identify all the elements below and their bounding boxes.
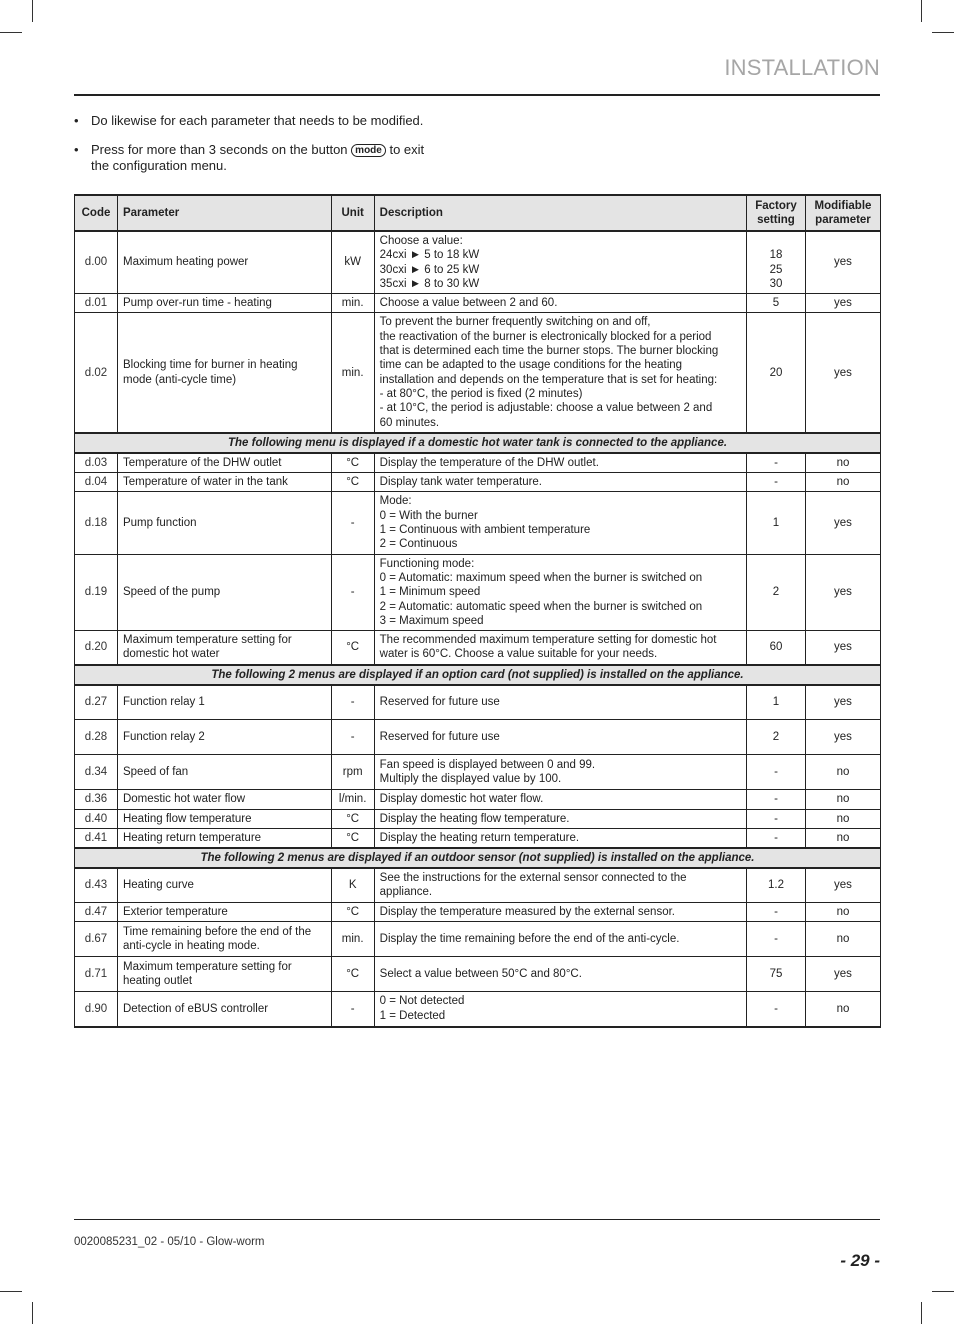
param-unit: -	[331, 992, 374, 1027]
page-number: - 29 -	[840, 1251, 880, 1270]
table-row	[75, 992, 881, 1027]
param-description-line: 1 = Minimum speed	[379, 586, 481, 599]
page-section-title: INSTALLATION	[724, 55, 880, 80]
table-row	[75, 554, 881, 630]
param-description-line: Choose a value:	[379, 235, 463, 247]
crop-mark	[32, 0, 33, 22]
param-code: d.27	[75, 685, 118, 720]
param-description	[374, 868, 746, 902]
param-name: Blocking time for burner in heating mode (anti-cycle time)	[117, 313, 331, 433]
factory-setting	[747, 492, 806, 554]
param-description-line: Display the heating flow temperature.	[379, 812, 570, 825]
modifiable-flag: no	[805, 922, 880, 957]
param-unit: °C	[331, 809, 374, 828]
param-description-line: 1 = Detected	[379, 1009, 446, 1022]
param-code: d.41	[75, 828, 118, 848]
table-section-row	[75, 665, 881, 685]
param-description-line: 0 = Automatic: maximum speed when the burner is switched on	[379, 571, 703, 584]
param-description-line: time can be adapted to the usage conditions for the heating	[379, 359, 683, 372]
param-code: d.19	[75, 554, 118, 630]
param-unit: min.	[331, 294, 374, 313]
param-unit: °C	[331, 902, 374, 921]
header-parameter: Parameter	[117, 195, 331, 231]
table-row	[75, 828, 881, 848]
param-description	[374, 631, 746, 665]
table-row	[75, 809, 881, 828]
param-unit: °C	[331, 828, 374, 848]
modifiable-flag: yes	[805, 631, 880, 665]
modifiable-flag: yes	[805, 231, 880, 294]
param-unit: l/min.	[331, 790, 374, 809]
param-unit: °C	[331, 957, 374, 992]
param-description-line: The recommended maximum temperature setting for domestic hot	[379, 634, 717, 647]
factory-setting	[747, 685, 806, 720]
param-name: Exterior temperature	[117, 902, 331, 921]
section-note: The following menu is displayed if a domestic hot water tank is connected to the appliance.	[75, 433, 881, 453]
table-row	[75, 755, 881, 790]
param-name: Function relay 2	[117, 720, 331, 755]
header-factory-setting: Factory setting	[747, 195, 806, 231]
param-name: Speed of the pump	[117, 554, 331, 630]
param-code: d.04	[75, 473, 118, 492]
param-description	[374, 790, 746, 809]
param-description-line: 0 = With the burner	[379, 509, 478, 522]
param-name: Function relay 1	[117, 685, 331, 720]
section-note: The following 2 menus are displayed if an outdoor sensor (not supplied) is installed on the appliance.	[75, 848, 881, 868]
param-code: d.47	[75, 902, 118, 921]
table-row	[75, 922, 881, 957]
param-unit: °C	[331, 473, 374, 492]
modifiable-flag: no	[805, 790, 880, 809]
param-description-line: 2 = Continuous	[379, 538, 458, 551]
param-description-line: 24cxi ► 5 to 18 kW	[379, 249, 480, 262]
factory-setting-line: 1	[772, 516, 780, 529]
param-code: d.71	[75, 957, 118, 992]
table-row	[75, 294, 881, 313]
param-description-line: Reserved for future use	[379, 696, 500, 709]
instruction-item	[74, 113, 494, 129]
param-name: Maximum heating power	[117, 231, 331, 294]
param-name: Heating curve	[117, 868, 331, 902]
param-name: Domestic hot water flow	[117, 790, 331, 809]
modifiable-flag: yes	[805, 294, 880, 313]
factory-setting-line: 5	[772, 297, 780, 310]
param-name: Pump over-run time - heating	[117, 294, 331, 313]
param-description-line: 30cxi ► 6 to 25 kW	[379, 263, 480, 276]
param-description-line: Display the heating return temperature.	[379, 831, 580, 844]
param-name: Maximum temperature setting for heating outlet	[117, 957, 331, 992]
param-description-line: 3 = Maximum speed	[379, 614, 484, 627]
bullet-dot: •	[74, 113, 79, 128]
param-unit: -	[331, 492, 374, 554]
param-description	[374, 755, 746, 790]
param-unit: -	[331, 685, 374, 720]
factory-setting-line: 2	[772, 731, 780, 744]
factory-setting-line: -	[774, 905, 778, 918]
header-divider	[74, 94, 880, 96]
param-unit: min.	[331, 313, 374, 433]
param-unit: K	[331, 868, 374, 902]
factory-setting-line: 20	[769, 366, 783, 379]
param-code: d.18	[75, 492, 118, 554]
param-description-line: Display the temperature measured by the external sensor.	[379, 905, 675, 918]
crop-mark	[932, 1291, 954, 1292]
param-description	[374, 473, 746, 492]
table-row	[75, 492, 881, 554]
factory-setting-line: -	[774, 793, 778, 806]
table-row	[75, 790, 881, 809]
factory-setting-line: 25	[769, 263, 783, 276]
header-modifiable: Modifiable parameter	[805, 195, 880, 231]
param-unit: rpm	[331, 755, 374, 790]
factory-setting	[747, 631, 806, 665]
table-row	[75, 631, 881, 665]
table-row	[75, 231, 881, 294]
param-unit: -	[331, 554, 374, 630]
param-description	[374, 685, 746, 720]
crop-mark	[932, 32, 954, 33]
param-description-line: installation and depends on the temperature that is set for heating:	[379, 373, 718, 386]
header-code: Code	[75, 195, 118, 231]
param-unit: min.	[331, 922, 374, 957]
factory-setting	[747, 313, 806, 433]
param-name: Detection of eBUS controller	[117, 992, 331, 1027]
modifiable-flag: no	[805, 453, 880, 473]
param-description	[374, 828, 746, 848]
param-code: d.90	[75, 992, 118, 1027]
header-unit: Unit	[331, 195, 374, 231]
factory-setting-line: 60	[769, 641, 783, 654]
factory-setting	[747, 809, 806, 828]
param-unit: -	[331, 720, 374, 755]
param-description	[374, 922, 746, 957]
param-description-line: Display the time remaining before the end of the anti-cycle.	[379, 932, 680, 945]
modifiable-flag: yes	[805, 313, 880, 433]
table-row	[75, 902, 881, 921]
factory-setting	[747, 828, 806, 848]
param-description	[374, 231, 746, 294]
modifiable-flag: yes	[805, 685, 880, 720]
param-name: Heating flow temperature	[117, 809, 331, 828]
param-code: d.36	[75, 790, 118, 809]
param-name: Temperature of water in the tank	[117, 473, 331, 492]
param-description-line: - at 10°C, the period is adjustable: choose a value between 2 and	[379, 402, 713, 415]
parameter-table	[74, 194, 881, 1028]
param-code: d.01	[75, 294, 118, 313]
param-description-line: Choose a value between 2 and 60.	[379, 297, 558, 310]
factory-setting	[747, 473, 806, 492]
param-description	[374, 313, 746, 433]
param-name: Heating return temperature	[117, 828, 331, 848]
instruction-text: the configuration menu.	[91, 158, 227, 173]
modifiable-flag: yes	[805, 492, 880, 554]
param-name: Maximum temperature setting for domestic hot water	[117, 631, 331, 665]
factory-setting-line: 1.2	[767, 879, 784, 892]
param-description	[374, 294, 746, 313]
factory-setting	[747, 294, 806, 313]
param-description-line: that is determined each time the burner stops. The burner blocking	[379, 345, 719, 358]
param-description	[374, 957, 746, 992]
param-description	[374, 554, 746, 630]
table-header-row	[75, 195, 881, 231]
param-description-line: Select a value between 50°C and 80°C.	[379, 967, 582, 980]
document-reference: 0020085231_02 - 05/10 - Glow-worm	[74, 1236, 265, 1248]
param-code: d.34	[75, 755, 118, 790]
param-code: d.40	[75, 809, 118, 828]
param-code: d.43	[75, 868, 118, 902]
param-code: d.67	[75, 922, 118, 957]
crop-mark	[0, 32, 22, 33]
param-description-line: appliance.	[379, 886, 433, 899]
table-row	[75, 313, 881, 433]
factory-setting	[747, 231, 806, 294]
param-description	[374, 453, 746, 473]
section-note: The following 2 menus are displayed if an option card (not supplied) is installed on the appliance.	[75, 665, 881, 685]
param-name: Time remaining before the end of the anti-cycle in heating mode.	[117, 922, 331, 957]
instruction-item	[74, 142, 494, 174]
param-code: d.20	[75, 631, 118, 665]
factory-setting	[747, 957, 806, 992]
table-row	[75, 685, 881, 720]
param-description-line: Functioning mode:	[379, 557, 475, 570]
table-row	[75, 720, 881, 755]
instruction-text: Press for more than 3 seconds on the button	[91, 142, 348, 157]
param-description-line: To prevent the burner frequently switching on and off,	[379, 316, 651, 329]
crop-mark	[921, 0, 922, 22]
factory-setting-line: -	[774, 476, 778, 489]
modifiable-flag: no	[805, 828, 880, 848]
factory-setting-line: 1	[772, 696, 780, 709]
param-description	[374, 809, 746, 828]
param-description-line: Reserved for future use	[379, 731, 500, 744]
table-row	[75, 453, 881, 473]
param-description	[374, 720, 746, 755]
table-row	[75, 473, 881, 492]
param-name: Temperature of the DHW outlet	[117, 453, 331, 473]
factory-setting-line: -	[774, 766, 778, 779]
crop-mark	[921, 1302, 922, 1324]
table-section-row	[75, 433, 881, 453]
footer-divider	[74, 1219, 880, 1220]
param-description-line: 2 = Automatic: automatic speed when the burner is switched on	[379, 600, 703, 613]
instruction-list	[74, 113, 494, 187]
param-description-line: - at 80°C, the period is fixed (2 minutes)	[379, 387, 583, 400]
table-row	[75, 868, 881, 902]
param-description-line: Mode:	[379, 495, 412, 508]
modifiable-flag: no	[805, 902, 880, 921]
param-unit: °C	[331, 631, 374, 665]
modifiable-flag: no	[805, 992, 880, 1027]
param-unit: kW	[331, 231, 374, 294]
param-name: Pump function	[117, 492, 331, 554]
modifiable-flag: no	[805, 755, 880, 790]
factory-setting-line: 75	[769, 967, 783, 980]
param-description-line: Multiply the displayed value by 100.	[379, 773, 562, 786]
param-description	[374, 902, 746, 921]
param-description-line: Fan speed is displayed between 0 and 99.	[379, 758, 596, 771]
mode-button-icon: mode	[351, 144, 386, 157]
param-description-line: See the instructions for the external sensor connected to the	[379, 872, 687, 885]
modifiable-flag: no	[805, 473, 880, 492]
param-description-line: 35cxi ► 8 to 30 kW	[379, 277, 480, 290]
factory-setting-line: -	[774, 932, 778, 945]
factory-setting-line: 18	[769, 249, 783, 262]
modifiable-flag: yes	[805, 868, 880, 902]
param-description	[374, 992, 746, 1027]
factory-setting	[747, 868, 806, 902]
param-code: d.28	[75, 720, 118, 755]
factory-setting	[747, 453, 806, 473]
factory-setting	[747, 790, 806, 809]
header-description: Description	[374, 195, 746, 231]
param-description-line: Display tank water temperature.	[379, 476, 543, 489]
param-description-line: Display the temperature of the DHW outlet.	[379, 456, 599, 469]
param-code: d.02	[75, 313, 118, 433]
factory-setting-line: 2	[772, 586, 780, 599]
factory-setting	[747, 992, 806, 1027]
factory-setting-line: -	[774, 831, 778, 844]
factory-setting-line: -	[774, 456, 778, 469]
param-description	[374, 492, 746, 554]
factory-setting-line: -	[774, 1002, 778, 1015]
crop-mark	[0, 1291, 22, 1292]
param-description-line: 1 = Continuous with ambient temperature	[379, 524, 591, 537]
bullet-dot: •	[74, 142, 79, 157]
factory-setting-line: 30	[769, 277, 783, 290]
param-description-line: Display domestic hot water flow.	[379, 793, 544, 806]
param-code: d.00	[75, 231, 118, 294]
factory-setting	[747, 755, 806, 790]
factory-setting	[747, 720, 806, 755]
factory-setting	[747, 922, 806, 957]
modifiable-flag: no	[805, 809, 880, 828]
factory-setting-line: -	[774, 812, 778, 825]
table-row	[75, 957, 881, 992]
param-description-line: 60 minutes.	[379, 416, 440, 429]
instruction-text: to exit	[389, 142, 425, 157]
instruction-text: Do likewise for each parameter that needs to be modified.	[91, 113, 424, 128]
table-section-row	[75, 848, 881, 868]
factory-setting	[747, 902, 806, 921]
param-unit: °C	[331, 453, 374, 473]
param-description-line: water is 60°C. Choose a value suitable for your needs.	[379, 648, 658, 661]
crop-mark	[32, 1302, 33, 1324]
param-code: d.03	[75, 453, 118, 473]
modifiable-flag: yes	[805, 554, 880, 630]
factory-setting	[747, 554, 806, 630]
param-name: Speed of fan	[117, 755, 331, 790]
modifiable-flag: yes	[805, 720, 880, 755]
modifiable-flag: yes	[805, 957, 880, 992]
param-description-line: 0 = Not detected	[379, 995, 465, 1008]
param-description-line: the reactivation of the burner is electronically blocked for a period	[379, 330, 712, 343]
